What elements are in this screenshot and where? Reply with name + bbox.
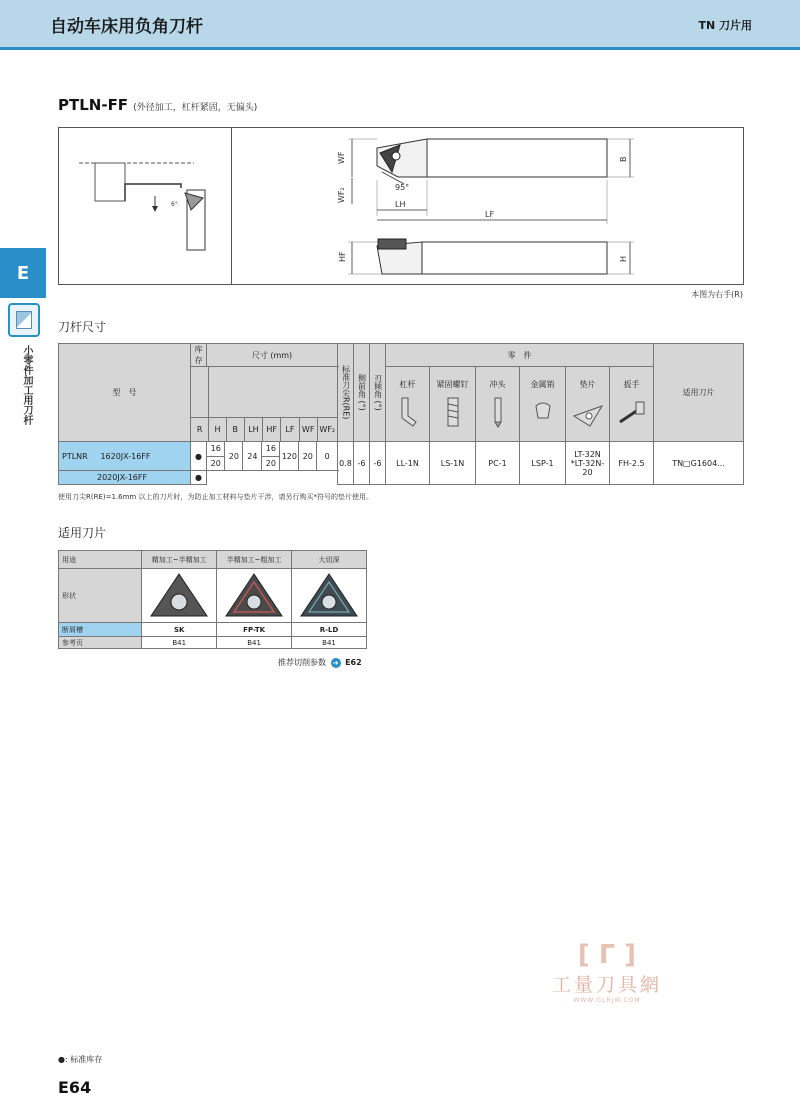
angle-label: 95° xyxy=(395,183,410,192)
header-incl-angle: 刃倾角 (°) xyxy=(370,344,386,442)
tool-diagram xyxy=(58,127,744,285)
insert-table xyxy=(58,550,367,649)
table-row-model-2: 2020JX-16FF xyxy=(59,471,191,485)
dims-values xyxy=(207,442,337,470)
h-label: H xyxy=(619,255,628,262)
dims-sub-header xyxy=(191,367,337,441)
sub-lh: LH xyxy=(244,417,263,441)
watermark-url: WWW.GLRJW.COM xyxy=(573,997,641,1004)
insert-section-title: 适用刀片 xyxy=(58,526,107,540)
lever-icon xyxy=(397,396,419,428)
dims-row-1 xyxy=(207,442,338,471)
usage-col-3: 大切深 xyxy=(292,551,367,569)
lf-label: LF xyxy=(485,210,495,219)
page-number: E64 xyxy=(58,1078,92,1097)
spec-section-title: 刀杆尺寸 xyxy=(58,320,107,334)
insert-r-ld-icon xyxy=(297,570,361,620)
header-insert: 适用刀片 xyxy=(654,344,744,442)
part-wrench: 扳手 xyxy=(610,367,654,442)
stock-mark-1: ● xyxy=(191,442,207,471)
shim-icon xyxy=(572,396,604,428)
lh-value: 24 xyxy=(243,442,262,470)
pin-value: LSP-1 xyxy=(520,442,566,485)
hf-label: HF xyxy=(338,251,347,262)
header-bar xyxy=(0,0,800,50)
part-pin: 金属销 xyxy=(520,367,566,442)
dims-sub-header-row xyxy=(191,367,338,442)
pin-icon xyxy=(532,396,554,428)
section-tab-letter: E xyxy=(16,262,30,284)
label-usage: 用途 xyxy=(59,551,142,569)
header-side-angle: 侧前角 (°) xyxy=(354,344,370,442)
wf-value: 20 xyxy=(299,442,317,470)
side-section-label: 小零件加工用刀杆 xyxy=(21,345,32,425)
watermark xyxy=(532,940,682,1004)
punch-icon xyxy=(487,396,509,428)
insert-sk-icon xyxy=(147,570,211,620)
sub-h: H xyxy=(209,417,227,441)
screw-icon xyxy=(442,396,464,428)
cutting-params-page: E62 xyxy=(345,658,362,667)
wrench-value: FH-2.5 xyxy=(610,442,654,485)
watermark-logo-icon: [ ᒥ ] xyxy=(577,940,637,970)
stock-mark-2: ● xyxy=(191,471,207,485)
insert-fp-tk-icon xyxy=(222,570,286,620)
small-part-tool-icon xyxy=(8,303,40,337)
part-punch: 冲头 xyxy=(476,367,520,442)
diagram-note: 本图为右手(R) xyxy=(691,290,743,299)
sub-r: R xyxy=(191,417,209,441)
lever-value: LL-1N xyxy=(386,442,430,485)
lf-value: 120 xyxy=(280,442,299,470)
hf-value-2: 20 xyxy=(262,456,280,470)
sub-hf: HF xyxy=(263,417,281,441)
header-dims: 尺寸 (mm) xyxy=(207,344,338,367)
header-model: 型 号 xyxy=(59,344,191,442)
tool-icon-graphic xyxy=(16,311,32,329)
spec-note: 使用刀尖R(RE)=1.6mm 以上的刀片时，为防止加工材料与垫片干涉，请另行购买*符号的垫片使用。 xyxy=(58,493,373,501)
sub-lf: LF xyxy=(281,417,300,441)
wf2-label: WF₂ xyxy=(337,187,346,203)
insert-shape-sk xyxy=(142,569,217,623)
header-parts: 零 件 xyxy=(386,344,654,367)
dimension-drawing xyxy=(232,128,744,284)
product-model: PTLN-FF xyxy=(58,96,129,114)
cutting-params-link[interactable] xyxy=(278,657,362,668)
chipbreaker-fp-tk: FP-TK xyxy=(217,623,292,637)
header-category: TN 刀片用 xyxy=(698,19,752,32)
insert-shape-fp-tk xyxy=(217,569,292,623)
wf-label: WF xyxy=(337,151,346,164)
ref-page-2: B41 xyxy=(217,637,292,649)
table-row-model-1: PTLNR 1620JX-16FF xyxy=(59,442,191,471)
header-re: 标准刀尖R(RE) xyxy=(338,344,354,442)
ref-page-1: B41 xyxy=(142,637,217,649)
application-sketch xyxy=(59,128,231,284)
label-ref-page: 参考页 xyxy=(59,637,142,649)
incl-angle-value: -6 xyxy=(370,442,386,485)
h-value-1: 16 xyxy=(207,442,225,456)
usage-col-1: 精加工~半精加工 xyxy=(142,551,217,569)
part-screw: 紧固螺钉 xyxy=(430,367,476,442)
usage-col-2: 半精加工~粗加工 xyxy=(217,551,292,569)
sub-b: B xyxy=(226,417,244,441)
wf2-value: 0 xyxy=(324,451,330,461)
page-title: 自动车床用负角刀杆 xyxy=(50,17,203,37)
wrench-icon xyxy=(616,396,648,428)
svg-text:6°: 6° xyxy=(171,201,178,208)
sub-wf2: WF₂ xyxy=(317,417,337,441)
ref-page-3: B41 xyxy=(292,637,367,649)
sub-wf: WF xyxy=(299,417,317,441)
product-subtitle: (外径加工，杠杆紧固，无偏头) xyxy=(133,103,258,113)
hf-value-1: 16 xyxy=(262,442,280,456)
re-value: 0.8 xyxy=(338,442,354,485)
shim-value: LT-32N *LT-32N-20 xyxy=(566,442,610,485)
chipbreaker-r-ld: R-LD xyxy=(292,623,367,637)
side-angle-value: -6 xyxy=(354,442,370,485)
arrow-right-icon: ➜ xyxy=(331,658,341,668)
insert-shape-r-ld xyxy=(292,569,367,623)
part-lever: 杠杆 xyxy=(386,367,430,442)
b-label: B xyxy=(619,156,628,162)
section-tab-e xyxy=(0,248,46,298)
stock-legend: ●: 标准库存 xyxy=(58,1055,103,1064)
punch-value: PC-1 xyxy=(476,442,520,485)
h-value-2: 20 xyxy=(207,456,225,470)
product-title xyxy=(58,96,257,114)
spec-table xyxy=(58,343,744,485)
label-shape: 形状 xyxy=(59,569,142,623)
chipbreaker-sk: SK xyxy=(142,623,217,637)
label-chipbreaker: 断屑槽 xyxy=(59,623,142,637)
insert-value: TN□G1604... xyxy=(654,442,744,485)
part-shim: 垫片 xyxy=(566,367,610,442)
b-value: 20 xyxy=(225,442,243,470)
watermark-text: 工量刀具網 xyxy=(551,974,662,996)
lh-label: LH xyxy=(395,200,406,209)
cutting-params-label: 推荐切削参数 xyxy=(278,658,326,667)
screw-value: LS-1N xyxy=(430,442,476,485)
header-stock: 库存 xyxy=(191,344,207,367)
